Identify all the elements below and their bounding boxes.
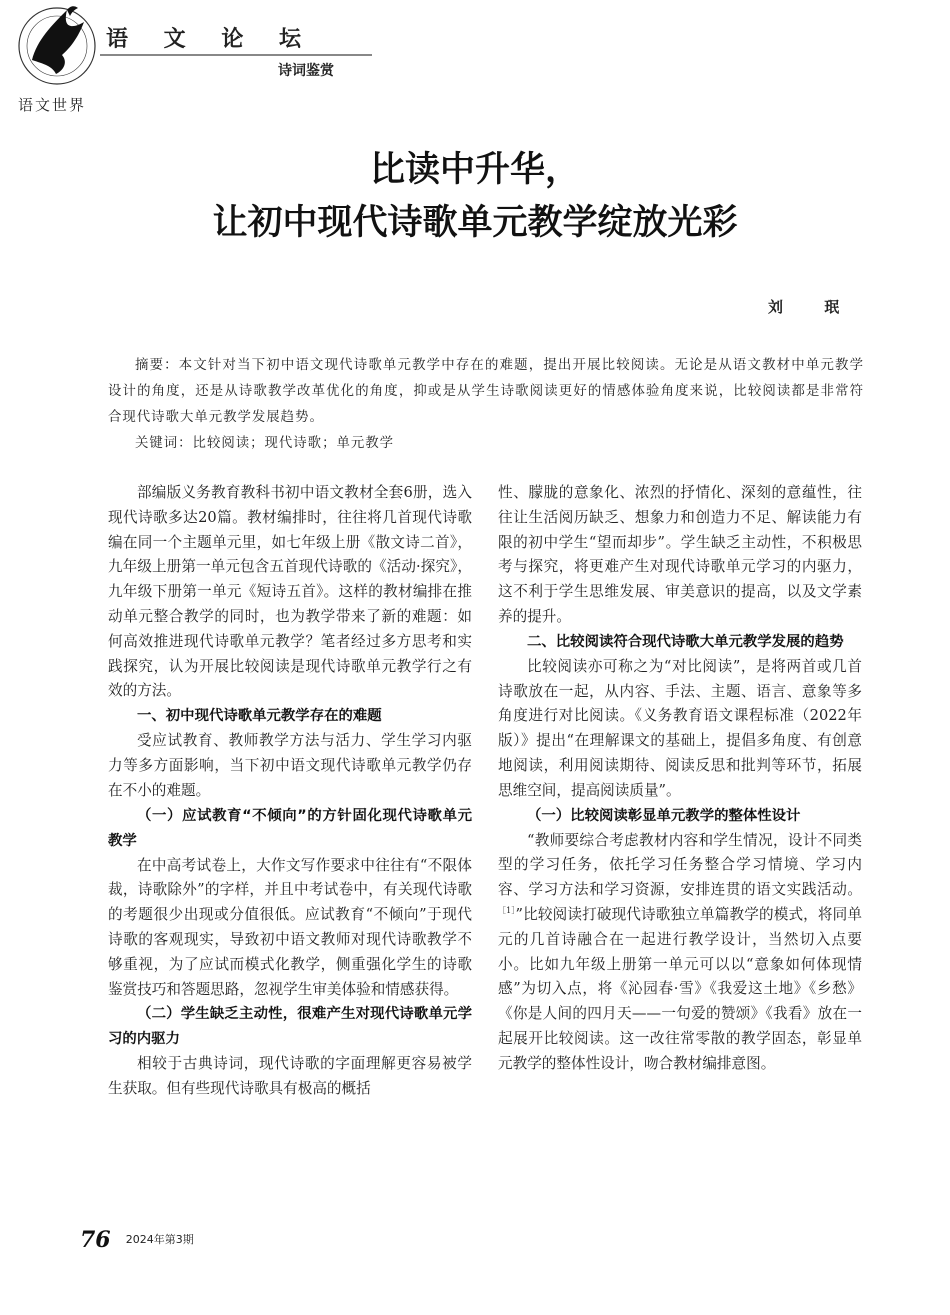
page-header: [0, 0, 950, 120]
dove-logo-icon: [12, 0, 107, 95]
subheading: （一）应试教育“不倾向”的方针固化现代诗歌单元教学: [108, 807, 472, 849]
author-name: 刘 珉: [768, 298, 858, 316]
header-divider: [100, 54, 372, 56]
paragraph-part: “教师要综合考虑教材内容和学生情况，设计不同类型的学习任务，依托学习任务整合学习情境、学习内容、学习方法和学习资源，安排连贯的语文实践活动。: [498, 831, 862, 899]
paragraph: [498, 829, 862, 1077]
article-title: [0, 145, 950, 251]
page-number: 76: [80, 1227, 111, 1253]
keywords: 关键词：比较阅读；现代诗歌；单元教学: [135, 436, 395, 451]
title-line-2: 让初中现代诗歌单元教学绽放光彩: [212, 203, 738, 243]
paragraph: 相较于古典诗词，现代诗歌的字面理解更容易被学生获取。但有些现代诗歌具有极高的概括: [108, 1055, 472, 1098]
paragraph: 在中高考试卷上，大作文写作要求中往往有“不限体裁，诗歌除外”的字样，并且中考试卷中，有关现代诗歌的考题很少出现或分值很低。应试教育“不倾向”于现代诗歌的客观现实，导致初中语文教师对现代诗歌教学不够重视，为了应试而模式化教学，侧重强化学生的诗歌鉴赏技巧和答题思路，忽视学生审美体验和情感获得。: [108, 856, 472, 998]
subheading: （二）学生缺乏主动性，很难产生对现代诗歌单元学习的内驱力: [108, 1006, 472, 1048]
citation: ［1］: [498, 906, 516, 916]
title-line-1: 比读中升华，: [369, 150, 580, 190]
paragraph: 部编版义务教育教科书初中语文教材全套6册，选入现代诗歌多达20篇。教材编排时，往往将几首现代诗歌编在同一个主题单元里，如七年级上册《散文诗二首》，九年级上册第一单元包含五首现代诗歌的《活动·探究》，九年级下册第一单元《短诗五首》。这样的教材编排在推动单元整合教学的同时，也为教学带来了新的难题：如何高效推进现代诗歌单元教学？笔者经过多方思考和实践探究，认为开展比较阅读是现代诗歌单元教学行之有效的方法。: [108, 484, 472, 700]
heading: 一、初中现代诗歌单元教学存在的难题: [137, 708, 382, 725]
journal-brand: 语文世界: [18, 96, 87, 114]
left-column: [108, 481, 472, 1102]
subheading: （一）比较阅读彰显单元教学的整体性设计: [527, 807, 801, 824]
page-footer: [80, 1227, 194, 1253]
paragraph: 比较阅读亦可称之为“对比阅读”，是将两首或几首诗歌放在一起，从内容、手法、主题、语言、意象等多角度进行对比阅读。《义务教育语文课程标准（2022年版）》提出“在理解课文的基础上，提倡多角度、有创意地阅读，利用阅读期待、阅读反思和批判等环节，拓展思维空间，提高阅读质量”。: [498, 657, 862, 799]
right-column: [498, 481, 862, 1077]
section-title: 语 文 论 坛: [106, 27, 315, 52]
subsection-title: 诗词鉴赏: [278, 63, 334, 79]
abstract-text: 摘要：本文针对当下初中语文现代诗歌单元教学中存在的难题，提出开展比较阅读。无论是从语文教材中单元教学设计的角度，还是从诗歌教学改革优化的角度，抑或是从学生诗歌阅读更好的情感体验角度来说，比较阅读都是非常符合现代诗歌大单元教学发展趋势。: [108, 358, 864, 425]
paragraph: 受应试教育、教师教学方法与活力、学生学习内驱力等多方面影响，当下初中语文现代诗歌单元教学仍存在不小的难题。: [108, 732, 472, 799]
abstract-block: [108, 353, 864, 457]
issue-label: 2024年第3期: [125, 1233, 194, 1246]
paragraph-part: ”比较阅读打破现代诗歌独立单篇教学的模式，将同单元的几首诗融合在一起进行教学设计，当然切入点要小。比如九年级上册第一单元可以以“意象如何体现情感”为切入点，将《沁园春·雪》《我爱这土地》《乡愁》《你是人间的四月天——一句爱的赞颂》《我看》放在一起展开比较阅读。这一改往常零散的教学固态，彰显单元教学的整体性设计，吻合教材编排意图。: [498, 905, 862, 1072]
heading: 二、比较阅读符合现代诗歌大单元教学发展的趋势: [527, 633, 844, 650]
paragraph: 性、朦胧的意象化、浓烈的抒情化、深刻的意蕴性，往往让生活阅历缺乏、想象力和创造力不足、解读能力有限的初中学生“望而却步”。学生缺乏主动性，不积极思考与探究，将更难产生对现代诗歌单元学习的内驱力，这不利于学生思维发展、审美意识的提高，以及文学素养的提升。: [498, 484, 862, 625]
